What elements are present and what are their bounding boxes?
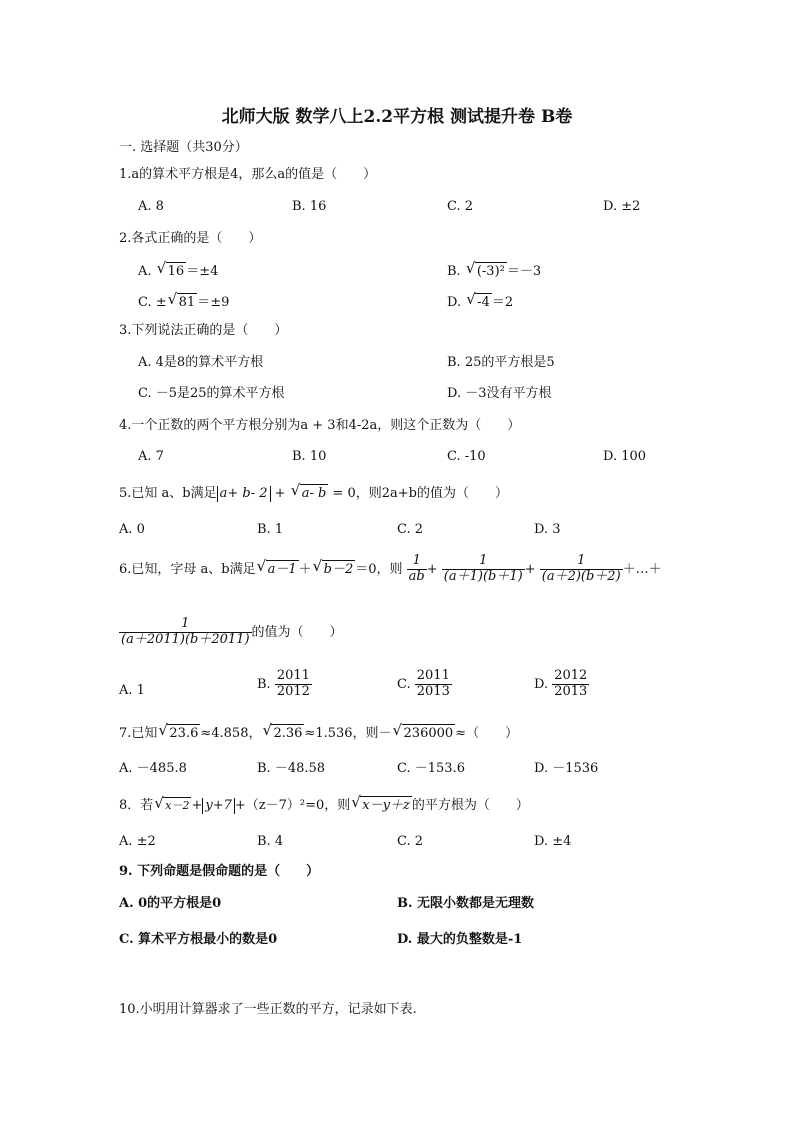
q5-option-d: D. 3 [534,522,561,537]
fraction: $\frac{1}{ab}$ [408,553,425,584]
fraction: $\frac{1}{(a+2011)(b+2011)}$ [121,616,250,647]
q9-option-b: B. 无限小数都是无理数 [397,896,535,911]
sqrt-sign: √ x－y＋z [351,793,410,813]
q1-option-a: A. 8 [138,199,164,214]
q3-option-a: A. 4是8的算术平方根 [138,355,264,370]
sqrt-sign: √ (-3)² [465,259,505,279]
q2-option-c: C. ± √ 81 ＝±9 [138,290,230,310]
q8-option-b: B. 4 [257,834,284,849]
q2-option-b: B. √ (-3)² ＝－3 [447,259,542,279]
fraction: $\frac{1}{(a+1)(b+1)}$ [443,553,523,584]
q8-option-d: D. ±4 [534,834,572,849]
q7-option-d: D. －1536 [534,761,599,776]
sqrt-sign: √ 23.6 [158,721,199,741]
q2-option-d: D. √ -4 ＝2 [447,290,514,310]
q4-option-b: B. 10 [292,449,327,464]
q8-stem: 8．若 √ x－2 + y+7 +（z－7）²=0，则 √ x－y＋z 的平方根为（ ） [119,793,529,813]
fraction: $\frac{2011}{2012}$ [276,668,310,699]
q5-option-b: B. 1 [257,522,284,537]
q6-option-c: C. $\frac{2011}{2013}$ [397,668,450,699]
q6-stem: 6.已知，字母 a、b满足 √ a－1 ＋ √ b－2 ＝0，则 $\frac{1}{ab}$ + $\frac{1}{(a+1)(b+1)}$ + $\frac{1}{(a+2)(b+2)}$ ＋…＋ [119,553,662,584]
sqrt-sign: √ 236000 [392,721,454,741]
q10-stem: 10.小明用计算器求了一些正数的平方，记录如下表. [119,1002,417,1017]
q2-stem: 2.各式正确的是（ ） [119,231,262,246]
q3-option-b: B. 25的平方根是5 [447,355,555,370]
q1-option-c: C. 2 [447,199,474,214]
q4-stem: 4.一个正数的两个平方根分别为a + 3和4-2a，则这个正数为（ ） [119,418,521,433]
q7-option-a: A. －485.8 [119,761,187,776]
q2-option-a: A. √ 16 ＝±4 [138,259,219,279]
q3-option-d: D. －3没有平方根 [447,386,552,401]
q4-option-d: D. 100 [603,449,647,464]
q7-option-c: C. －153.6 [397,761,465,776]
q9-stem: 9. 下列命题是假命题的是（ ） [119,864,320,879]
q9-option-c: C. 算术平方根最小的数是0 [119,932,278,947]
sqrt-sign: √ a－1 [256,556,297,577]
q5-option-a: A. 0 [119,522,145,537]
q5-stem: 5.已知 a、b满足 a+ b- 2 + √ a- b = 0，则2a+b的值为（ ） [119,481,508,501]
q7-option-b: B. －48.58 [257,761,326,776]
q3-stem: 3.下列说法正确的是（ ） [119,323,288,338]
q4-option-c: C. -10 [447,449,486,464]
fraction: $\frac{2011}{2013}$ [416,668,450,699]
q9-option-d: D. 最大的负整数是-1 [397,932,523,947]
q6-option-b: B. $\frac{2011}{2012}$ [257,668,310,699]
absolute-value: a+ b- 2 [217,486,271,502]
q1-stem: 1.a的算术平方根是4，那么a的值是（ ） [119,167,377,182]
fraction: $\frac{2012}{2013}$ [554,668,588,699]
q6-option-d: D. $\frac{2012}{2013}$ [534,668,588,699]
sqrt-sign: √ 16 [156,259,185,279]
q6-option-a: A. 1 [119,683,145,698]
q3-option-c: C. －5是25的算术平方根 [138,386,285,401]
sqrt-sign: √ b－2 [312,556,354,577]
q8-option-c: C. 2 [397,834,424,849]
q7-stem: 7.已知 √ 23.6 ≈4.858， √ 2.36 ≈1.536，则－ √ 236000 ≈（ ） [119,721,519,741]
q9-option-a: A. 0的平方根是0 [119,896,222,911]
fraction: $\frac{1}{(a+2)(b+2)}$ [541,553,621,584]
q6-stem-continued: $\frac{1}{(a+2011)(b+2011)}$ 的值为（ ） [121,616,343,647]
q1-option-d: D. ±2 [603,199,641,214]
q8-option-a: A. ±2 [119,834,156,849]
sqrt-sign: √ x－2 [154,794,190,812]
page-title: 北师大版 数学八上2.2平方根 测试提升卷 B卷 [221,107,573,127]
sqrt-sign: √ 2.36 [262,721,303,741]
sqrt-sign: √ a- b [290,481,327,501]
sqrt-sign: √ 81 [167,290,196,310]
sqrt-sign: √ -4 [466,290,490,310]
section-heading: 一. 选择题（共30分） [119,140,248,155]
q4-option-a: A. 7 [138,449,164,464]
q1-option-b: B. 16 [292,199,327,214]
q5-option-c: C. 2 [397,522,424,537]
absolute-value: y+7 [202,798,235,814]
